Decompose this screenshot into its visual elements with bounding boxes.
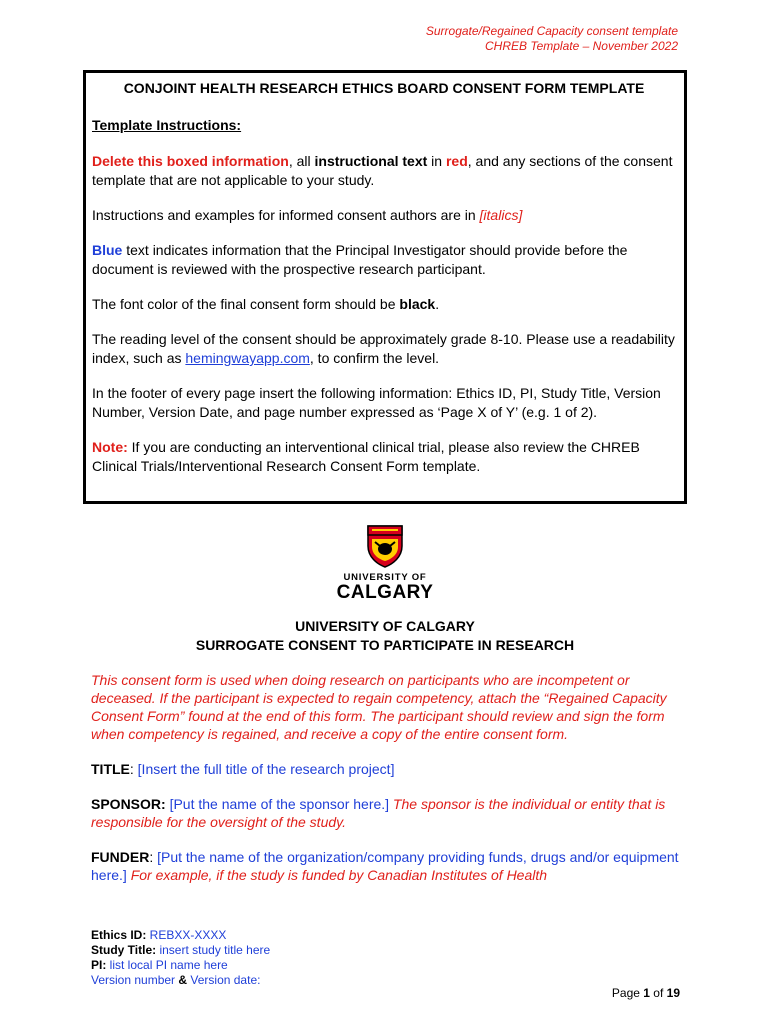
funder-field: FUNDER: [Put the name of the organization/company providing funds, drugs and/or equipment here.] For example, if the study is funded by Canadian Institutes of Health xyxy=(91,849,679,883)
page-number: Page 1 of 19 xyxy=(611,986,680,1000)
footer-ethics-id: Ethics ID: REBXX-XXXX xyxy=(91,928,227,942)
footer-version: Version number & Version date: xyxy=(91,973,261,987)
header-template-date: CHREB Template – November 2022 xyxy=(485,39,678,53)
instruction-paragraph-note: Note: If you are conducting an interventional clinical trial, please also review the CHREB Clinical Trials/Interventional Research Consent Form template. xyxy=(92,439,640,474)
form-heading xyxy=(0,617,770,655)
instructions-heading: Template Instructions: xyxy=(92,117,242,133)
instruction-paragraph-black: The font color of the final consent form should be black. xyxy=(92,296,440,312)
box-title: CONJOINT HEALTH RESEARCH ETHICS BOARD CONSENT FORM TEMPLATE xyxy=(123,80,645,96)
footer-study-title: Study Title: insert study title here xyxy=(91,943,271,957)
instruction-paragraph-delete: Delete this boxed information, all instructional text in red, and any sections of the consent template that are not applicable to your study. xyxy=(92,153,673,188)
logo-line-2: CALGARY xyxy=(336,582,434,603)
sponsor-field: SPONSOR: [Put the name of the sponsor here.] The sponsor is the individual or entity that is responsible for the oversight of the study. xyxy=(91,796,666,830)
intro-paragraph: This consent form is used when doing research on participants who are incompetent or deceased. If the participant is expected to regain competency, attach the “Regained Capacity Consent Form” found at the end of this form. The participant should review and sign the form when competency is regained, and receive a copy of the entire consent form. xyxy=(91,672,667,742)
university-logo xyxy=(335,524,435,603)
instruction-paragraph-blue: Blue text indicates information that the Principal Investigator should provide before the document is reviewed with the prospective research participant. xyxy=(92,242,628,277)
hemingway-link[interactable]: hemingwayapp.com xyxy=(185,350,310,366)
instruction-paragraph-footer: In the footer of every page insert the following information: Ethics ID, PI, Study Title, Version Number, Version Date, and page number expressed as ‘Page X of Y’ (e.g. 1 of 2). xyxy=(92,385,661,420)
logo-line-1: UNIVERSITY OF xyxy=(343,572,427,583)
document-header xyxy=(426,24,678,54)
header-template-name: Surrogate/Regained Capacity consent template xyxy=(425,24,678,38)
title-field: TITLE: [Insert the full title of the research project] xyxy=(91,761,395,777)
instruction-paragraph-italics: Instructions and examples for informed consent authors are in [italics] xyxy=(92,207,523,223)
document-footer xyxy=(91,928,270,988)
form-heading-title: SURROGATE CONSENT TO PARTICIPATE IN RESEARCH xyxy=(195,637,575,653)
coat-of-arms-icon xyxy=(366,524,404,568)
instructions-box xyxy=(83,70,687,504)
form-heading-university: UNIVERSITY OF CALGARY xyxy=(295,618,475,634)
form-body xyxy=(91,671,681,901)
footer-pi: PI: list local PI name here xyxy=(91,958,228,972)
instruction-paragraph-reading-level: The reading level of the consent should be approximately grade 8-10. Please use a readability index, such as hemingwayapp.com, to confirm the level. xyxy=(92,331,675,366)
